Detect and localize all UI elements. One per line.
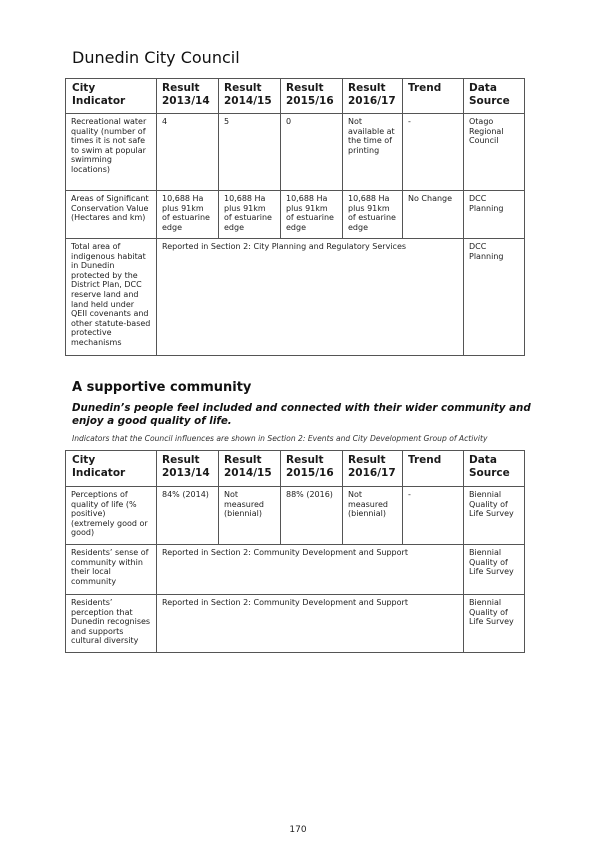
indicator-cell: Areas of Significant Conservation Value (Hectares and km) [66,191,157,239]
column-header-result-2014-15: Result 2014/15 [219,79,281,114]
column-header-trend: Trend [403,79,464,114]
table-row [66,191,525,239]
table-row [66,595,525,653]
source-cell: Biennial Quality of Life Survey [464,487,525,545]
result-cell: 84% (2014) [157,487,219,545]
column-header-result-2013-14: Result 2013/14 [157,79,219,114]
table-row [66,487,525,545]
source-cell: DCC Planning [464,239,525,356]
section-subheading: Dunedin’s people feel included and connected with their wider community and enjoy a good quality of life. [72,402,531,427]
column-header-result-2013-14: Result 2013/14 [157,451,219,487]
source-cell: Biennial Quality of Life Survey [464,545,525,595]
page-number: 170 [289,825,307,835]
indicator-cell: Residents’ perception that Dunedin recognises and supports cultural diversity [66,595,157,653]
source-cell: DCC Planning [464,191,525,239]
result-cell: Not measured (biennial) [219,487,281,545]
reported-in-section-cell: Reported in Section 2: Community Development and Support [157,545,464,595]
column-header-trend: Trend [403,451,464,487]
indicator-cell: Perceptions of quality of life (% positive) (extremely good or good) [66,487,157,545]
column-header-result-2016-17: Result 2016/17 [343,79,403,114]
result-cell: 5 [219,114,281,191]
document-title: Dunedin City Council [72,48,240,67]
section-note: Indicators that the Council influences are shown in Section 2: Events and City Development Group of Activity [72,434,488,443]
result-cell: 10,688 Ha plus 91km of estuarine edge [157,191,219,239]
table-row [66,545,525,595]
trend-cell: - [403,114,464,191]
result-cell: 0 [281,114,343,191]
result-cell: 10,688 Ha plus 91km of estuarine edge [219,191,281,239]
column-header-data-source: Data Source [464,79,525,114]
indicator-table-environment [65,78,525,356]
source-cell: Biennial Quality of Life Survey [464,595,525,653]
indicator-cell: Total area of indigenous habitat in Dunedin protected by the District Plan, DCC reserve land and land held under QEII covenants and other statute-based protective mechanisms [66,239,157,356]
column-header-data-source: Data Source [464,451,525,487]
result-cell: 10,688 Ha plus 91km of estuarine edge [343,191,403,239]
table-header-row [66,451,525,487]
result-cell: 10,688 Ha plus 91km of estuarine edge [281,191,343,239]
column-header-result-2016-17: Result 2016/17 [343,451,403,487]
result-cell: 88% (2016) [281,487,343,545]
table-header-row [66,79,525,114]
column-header-result-2014-15: Result 2014/15 [219,451,281,487]
reported-in-section-cell: Reported in Section 2: City Planning and Regulatory Services [157,239,464,356]
section-heading: A supportive community [72,380,252,395]
indicator-cell: Residents’ sense of community within their local community [66,545,157,595]
reported-in-section-cell: Reported in Section 2: Community Development and Support [157,595,464,653]
trend-cell: No Change [403,191,464,239]
indicator-table-community [65,450,525,653]
indicator-cell: Recreational water quality (number of times it is not safe to swim at popular swimming locations) [66,114,157,191]
result-cell: Not available at the time of printing [343,114,403,191]
trend-cell: - [403,487,464,545]
column-header-city-indicator: City Indicator [66,451,157,487]
column-header-result-2015-16: Result 2015/16 [281,451,343,487]
result-cell: 4 [157,114,219,191]
column-header-result-2015-16: Result 2015/16 [281,79,343,114]
table-row [66,114,525,191]
result-cell: Not measured (biennial) [343,487,403,545]
column-header-city-indicator: City Indicator [66,79,157,114]
source-cell: Otago Regional Council [464,114,525,191]
table-row [66,239,525,356]
